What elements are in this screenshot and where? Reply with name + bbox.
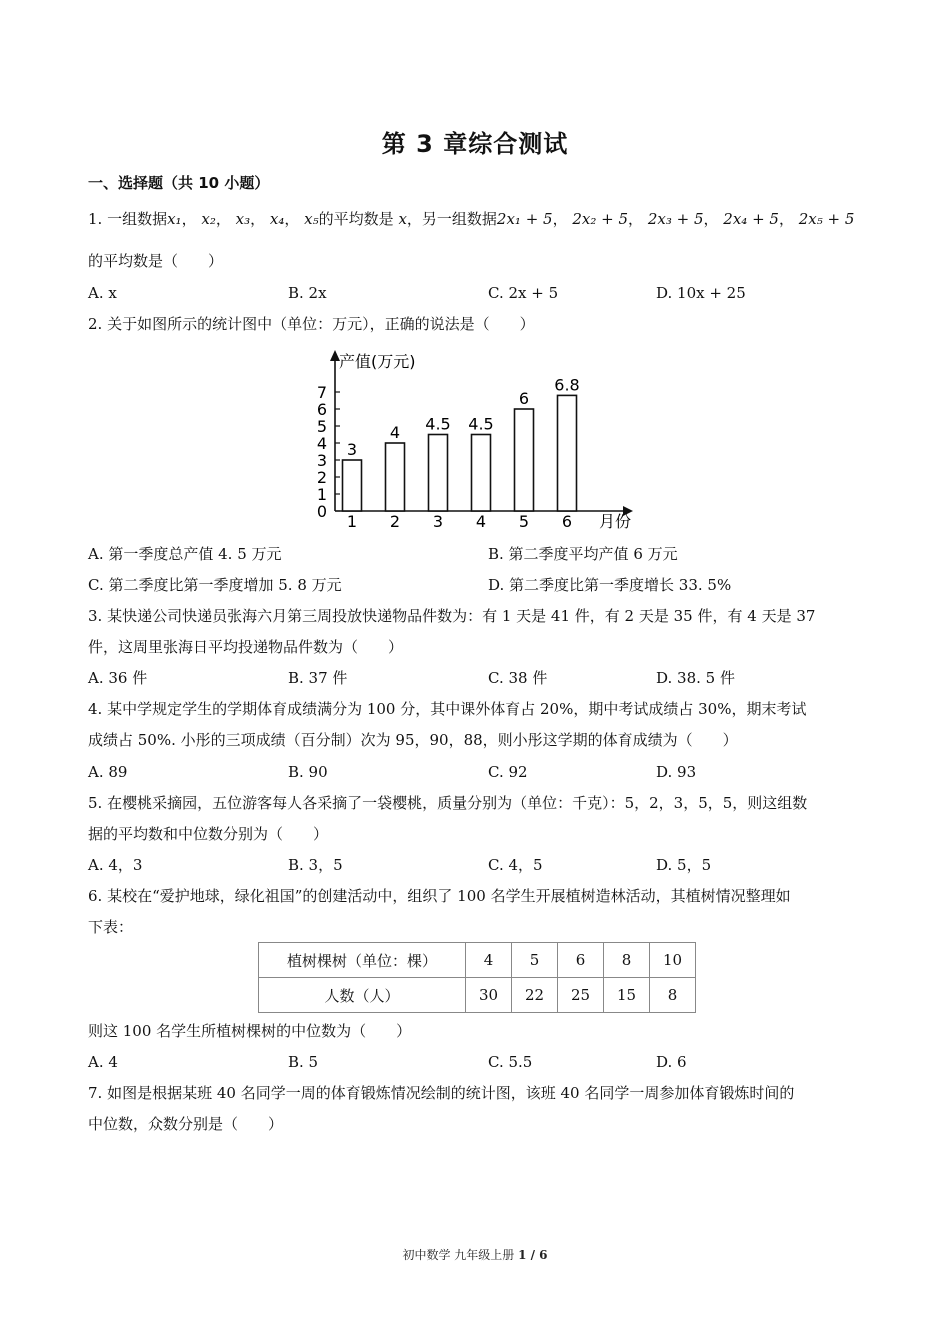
table-row: [259, 978, 696, 1013]
bar-group: [343, 375, 580, 531]
q1-line1: 1. 一组数据x₁， x₂， x₃， x₄， x₅的平均数是 x，另一组数据2x₁ + 5， 2x₂ + 5， 2x₃ + 5， 2x₄ + 5， 2x₅ + 5: [88, 210, 855, 228]
q2-stem: 2. 关于如图所示的统计图中（单位：万元），正确的说法是（ ）: [88, 315, 535, 333]
planting-table: [258, 942, 696, 1013]
bar-chart: [305, 345, 645, 535]
bar-value-label: 4: [389, 423, 401, 442]
q2-option-a: A. 第一季度总产值 4. 5 万元: [88, 545, 282, 563]
q1-var-3: x₃: [235, 210, 251, 228]
table-cell: 10: [650, 943, 696, 978]
q7-line1: 7. 如图是根据某班 40 名同学一周的体育锻炼情况绘制的统计图，该班 40 名同学一周参加体育锻炼时间的: [88, 1084, 795, 1102]
bar-value-label: 6.8: [554, 375, 580, 395]
q1-mean-var: x: [398, 210, 407, 228]
q1-option-a: A. x: [88, 284, 117, 302]
y-tick-label: 3: [316, 451, 327, 470]
q3-option-a: A. 36 件: [88, 669, 148, 687]
bar: [429, 435, 448, 512]
x-tick-label: 6: [561, 512, 573, 531]
q1-mid: 的平均数是: [318, 210, 394, 228]
q1-option-c: C. 2x + 5: [488, 284, 559, 302]
q6-option-c: C. 5.5: [488, 1053, 533, 1071]
q6-option-a: A. 4: [88, 1053, 118, 1071]
q5-option-c: C. 4，5: [488, 856, 543, 874]
table-row: [259, 943, 696, 978]
bar-value-label: 4.5: [468, 414, 494, 434]
bar: [558, 395, 577, 511]
q2-option-b: B. 第二季度平均产值 6 万元: [488, 545, 678, 563]
q6-option-b: B. 5: [288, 1053, 319, 1071]
bar-value-label: 3: [346, 440, 358, 459]
table-header-cell: 人数（人）: [259, 978, 466, 1013]
q6-line1: 6. 某校在“爱护地球，绿化祖国”的创建活动中，组织了 100 名学生开展植树造林活动，其植树情况整理如: [88, 887, 791, 905]
q1-expr-4: 2x₄ + 5: [723, 210, 779, 228]
x-tick-label: 2: [389, 512, 401, 531]
y-tick-label: 6: [316, 400, 327, 419]
q4-option-a: A. 89: [88, 763, 128, 781]
q1-prefix: 1. 一组数据: [88, 210, 168, 228]
bar: [472, 435, 491, 512]
q7-line2: 中位数，众数分别是（ ）: [88, 1115, 284, 1133]
q3-line1: 3. 某快递公司快递员张海六月第三周投放快递物品件数为：有 1 天是 41 件，有 2 天是 35 件，有 4 天是 37: [88, 607, 816, 625]
table-cell: 30: [466, 978, 512, 1013]
q1-var-1: x₁: [167, 210, 182, 228]
y-tick-label: 4: [316, 434, 327, 453]
q1-var-5: x₅: [304, 210, 319, 228]
q1-expr-1: 2x₁ + 5: [496, 210, 553, 228]
table-header-cell: 植树棵树（单位：棵）: [259, 943, 466, 978]
table-cell: 25: [558, 978, 604, 1013]
q1-var-2: x₂: [201, 210, 216, 228]
y-tick-label: 0: [316, 502, 327, 521]
table-cell: 22: [512, 978, 558, 1013]
q1-expr-5: 2x₅ + 5: [798, 210, 855, 228]
page-footer: [0, 1246, 950, 1263]
q1-line2: 的平均数是（ ）: [88, 252, 224, 270]
table-cell: 5: [512, 943, 558, 978]
table-cell: 8: [650, 978, 696, 1013]
q2-option-d: D. 第二季度比第一季度增长 33. 5%: [488, 576, 732, 594]
q6-line2: 下表：: [88, 918, 134, 936]
q5-option-a: A. 4，3: [88, 856, 143, 874]
q3-option-d: D. 38. 5 件: [656, 669, 735, 687]
q1-expr-2: 2x₂ + 5: [572, 210, 629, 228]
q1-option-d: D. 10x + 25: [656, 284, 746, 302]
y-tick-label: 7: [316, 383, 327, 402]
bar: [386, 443, 405, 511]
page-number: 1 / 6: [518, 1248, 548, 1262]
q5-option-b: B. 3，5: [288, 856, 343, 874]
q3-line2: 件，这周里张海日平均投递物品件数为（ ）: [88, 638, 404, 656]
q2-option-c: C. 第二季度比第一季度增加 5. 8 万元: [88, 576, 342, 594]
x-tick-label: 1: [346, 512, 358, 531]
q4-line2: 成绩占 50%. 小彤的三项成绩（百分制）次为 95，90，88，则小彤这学期的体育成绩为（ ）: [88, 731, 738, 749]
y-axis-label: 产值(万元): [339, 352, 416, 371]
x-tick-label: 3: [432, 512, 444, 531]
page-title: 第 3 章综合测试: [381, 130, 569, 158]
q6-line3: 则这 100 名学生所植树棵树的中位数为（ ）: [88, 1022, 412, 1040]
q4-option-b: B. 90: [288, 763, 328, 781]
bar-value-label: 6: [518, 389, 530, 408]
y-tick-group: [317, 383, 340, 521]
table-cell: 6: [558, 943, 604, 978]
q5-line2: 据的平均数和中位数分别为（ ）: [88, 825, 329, 843]
bar-value-label: 4.5: [425, 414, 451, 434]
y-tick-label: 1: [316, 485, 327, 504]
y-tick-label: 2: [316, 468, 327, 487]
q3-option-b: B. 37 件: [288, 669, 348, 687]
x-tick-label: 5: [518, 512, 530, 531]
q1-expr-3: 2x₃ + 5: [647, 210, 704, 228]
table-cell: 4: [466, 943, 512, 978]
footer-text: 初中数学 九年级上册: [402, 1248, 519, 1262]
x-axis-label: 月份: [599, 512, 632, 531]
q1-suffix: ，另一组数据: [406, 210, 497, 228]
bar: [343, 460, 362, 511]
bar: [515, 409, 534, 511]
section-heading: 一、选择题（共 10 小题）: [88, 174, 270, 192]
q1-var-4: x₄: [269, 210, 285, 228]
q5-option-d: D. 5，5: [656, 856, 712, 874]
q4-line1: 4. 某中学规定学生的学期体育成绩满分为 100 分，其中课外体育占 20%，期中考试成绩占 30%，期末考试: [88, 700, 807, 718]
y-tick-label: 5: [316, 417, 327, 436]
table-cell: 8: [604, 943, 650, 978]
q1-option-b: B. 2x: [288, 284, 327, 302]
x-tick-label: 4: [475, 512, 487, 531]
q4-option-d: D. 93: [656, 763, 697, 781]
q4-option-c: C. 92: [488, 763, 528, 781]
q3-option-c: C. 38 件: [488, 669, 548, 687]
q5-line1: 5. 在樱桃采摘园，五位游客每人各采摘了一袋樱桃，质量分别为（单位：千克）：5，2，3，5，5，则这组数: [88, 794, 808, 812]
q6-option-d: D. 6: [656, 1053, 687, 1071]
table-cell: 15: [604, 978, 650, 1013]
